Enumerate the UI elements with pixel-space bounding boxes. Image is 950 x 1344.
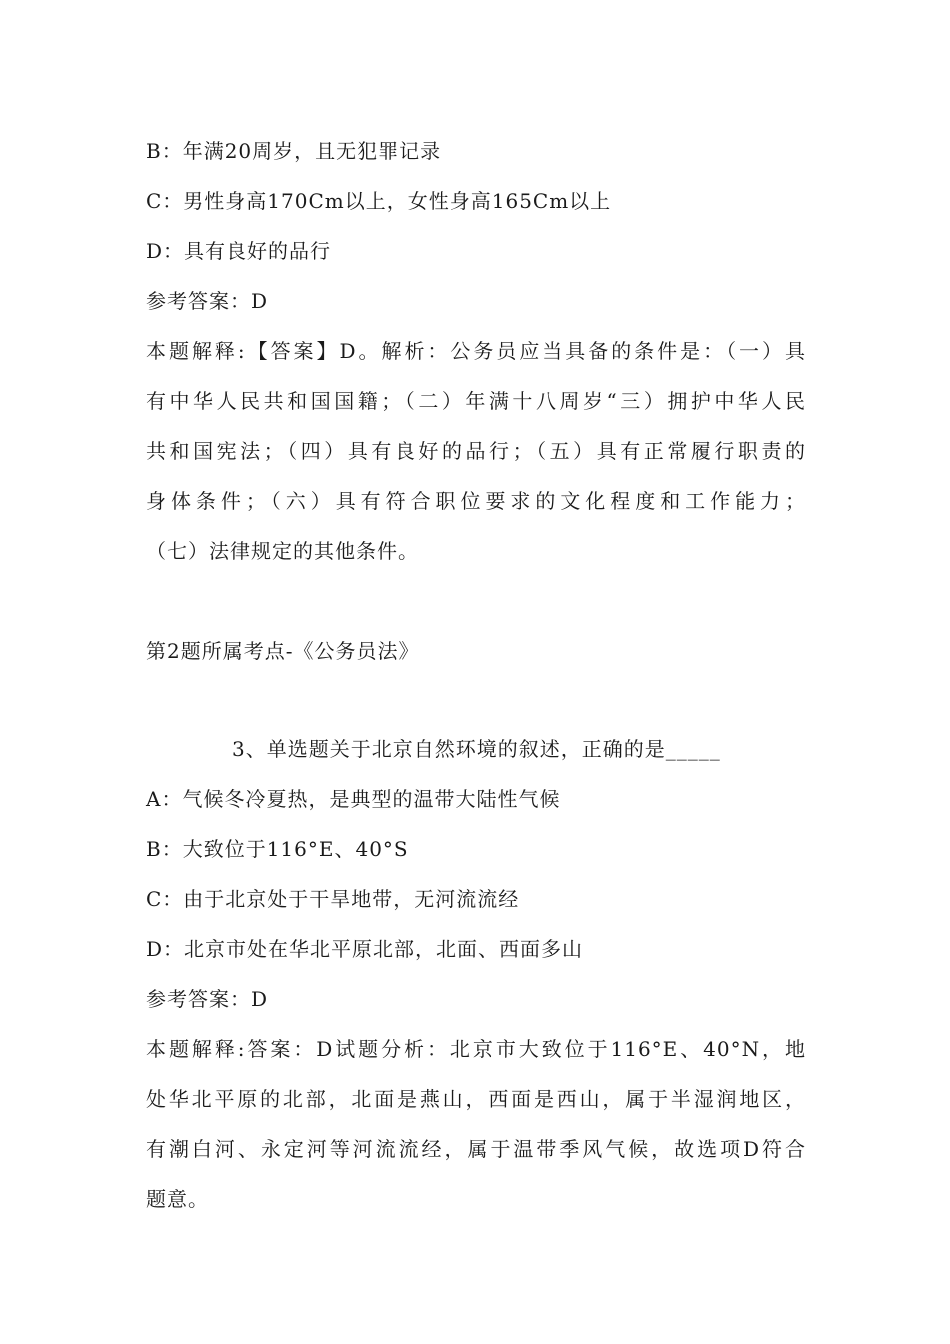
q3-stem: 3、单选题关于北京自然环境的叙述，正确的是_____ (232, 737, 721, 761)
q3-explanation-line: 题意。 (146, 1187, 209, 1211)
q3-option-b: B：大致位于116°E、40°S (146, 837, 409, 861)
q2-explanation-line: 本题解释:【答案】D。解析：公务员应当具备的条件是：（一）具 (146, 339, 806, 363)
q2-option-b: B：年满20周岁，且无犯罪记录 (146, 139, 442, 163)
q3-option-a: A：气候冬冷夏热，是典型的温带大陆性气候 (146, 787, 561, 811)
q2-explanation-line: （七）法律规定的其他条件。 (146, 539, 419, 563)
q2-explanation-line: 身体条件；（六）具有符合职位要求的文化程度和工作能力； (146, 489, 806, 513)
q3-option-d: D：北京市处在华北平原北部，北面、西面多山 (146, 937, 584, 961)
q3-option-c: C：由于北京处于干旱地带，无河流流经 (146, 887, 520, 911)
q2-explanation-line: 共和国宪法；（四）具有良好的品行；（五）具有正常履行职责的 (146, 439, 806, 463)
q2-option-c: C：男性身高170Cm以上，女性身高165Cm以上 (146, 189, 612, 213)
q3-answer: 参考答案：D (146, 987, 269, 1011)
q3-explanation-line: 处华北平原的北部，北面是燕山，西面是西山，属于半湿润地区， (146, 1087, 806, 1111)
q3-explanation-line: 有潮白河、永定河等河流流经，属于温带季风气候，故选项D符合 (146, 1137, 806, 1161)
q2-topic: 第2题所属考点-《公务员法》 (146, 639, 420, 663)
q2-option-d: D：具有良好的品行 (146, 239, 332, 263)
q2-answer: 参考答案：D (146, 289, 269, 313)
q2-explanation-line: 有中华人民共和国国籍；（二）年满十八周岁“三）拥护中华人民 (146, 389, 806, 413)
q3-explanation-line: 本题解释:答案：D试题分析：北京市大致位于116°E、40°N，地 (146, 1037, 806, 1061)
